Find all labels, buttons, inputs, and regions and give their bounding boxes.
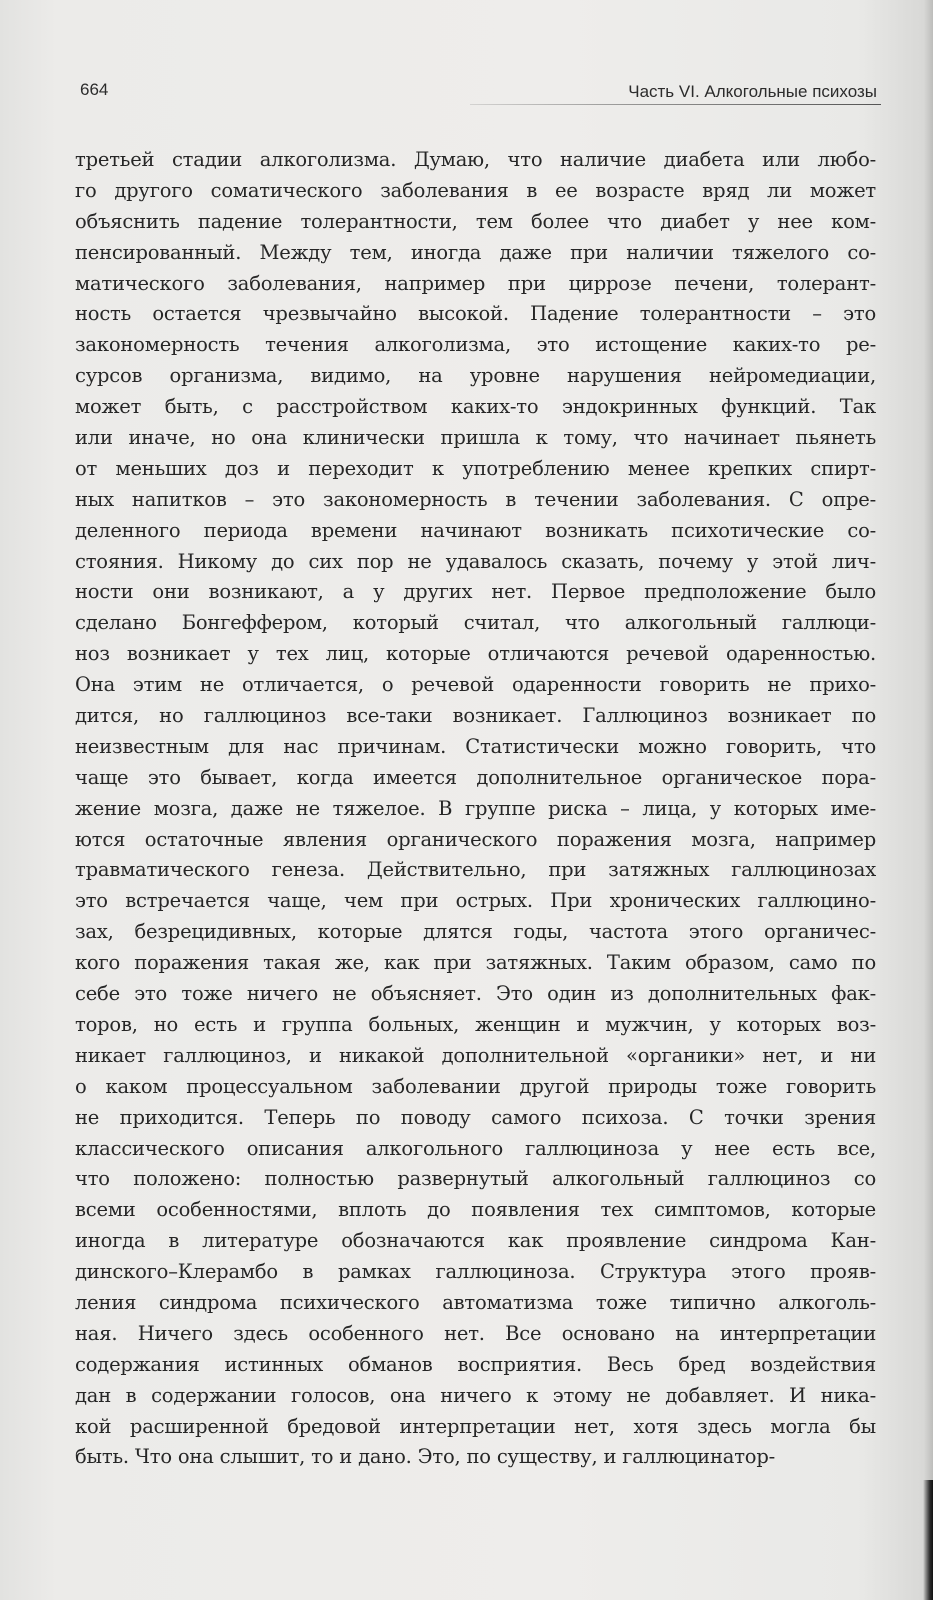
text-line: себе это тоже ничего не объясняет. Это один из дополнительных фак- xyxy=(75,982,876,1006)
text-line: жение мозга, даже не тяжелое. В группе риска – лица, у которых име- xyxy=(75,796,876,820)
text-line: ются остаточные явления органического поражения мозга, например xyxy=(75,827,876,851)
page-number: 664 xyxy=(80,80,109,99)
text-line: ления синдрома психического автоматизма тоже типично алкоголь- xyxy=(75,1290,876,1314)
running-header xyxy=(80,78,877,106)
header-rule xyxy=(470,104,881,105)
text-line: не приходится. Теперь по поводу самого психоза. С точки зрения xyxy=(75,1105,876,1129)
text-line: быть. Что она слышит, то и дано. Это, по существу, и галлюцинатор- xyxy=(75,1445,775,1469)
text-line: чаще это бывает, когда имеется дополнительное органическое пора- xyxy=(75,765,876,789)
text-line: дится, но галлюциноз все-таки возникает. Галлюциноз возникает по xyxy=(75,704,876,728)
text-line: стояния. Никому до сих пор не удавалось сказать, почему у этой лич- xyxy=(75,549,876,573)
text-line: Она этим не отличается, о речевой одаренности говорить не прихо- xyxy=(75,673,876,697)
text-line: это встречается чаще, чем при острых. При хронических галлюцино- xyxy=(75,889,876,913)
text-line: ность остается чрезвычайно высокой. Падение толерантности – это xyxy=(75,302,876,326)
text-line: всеми особенностями, вплоть до появления тех симптомов, которые xyxy=(75,1198,876,1222)
text-line: классического описания алкогольного галлюциноза у нее есть все, xyxy=(75,1136,876,1160)
text-line: или иначе, но она клинически пришла к тому, что начинает пьянеть xyxy=(75,426,876,450)
text-line: дан в содержании голосов, она ничего к этому не добавляет. И ника- xyxy=(75,1383,876,1407)
page-edge-shadow xyxy=(923,1480,933,1600)
text-line: что положено: полностью развернутый алкогольный галлюциноз со xyxy=(75,1167,876,1191)
text-line: никает галлюциноз, и никакой дополнительной «органики» нет, и ни xyxy=(75,1043,876,1067)
text-line: кого поражения такая же, как при затяжных. Таким образом, само по xyxy=(75,951,876,975)
text-line: содержания истинных обманов восприятия. Весь бред воздействия xyxy=(75,1352,876,1376)
text-line: ности они возникают, а у других нет. Первое предположение было xyxy=(75,580,876,604)
text-line: деленного периода времени начинают возникать психотические со- xyxy=(75,518,876,542)
text-line: сделано Бонгеффером, который считал, что алкогольный галлюци- xyxy=(75,611,876,635)
text-line: динского–Клерамбо в рамках галлюциноза. Структура этого прояв- xyxy=(75,1260,876,1284)
body-text xyxy=(75,145,876,1473)
text-line: сурсов организма, видимо, на уровне нарушения нейромедиации, xyxy=(75,364,876,388)
text-line: третьей стадии алкоголизма. Думаю, что наличие диабета или любо- xyxy=(75,148,876,171)
text-line: торов, но есть и группа больных, женщин и мужчин, у которых воз- xyxy=(75,1012,876,1036)
text-line: может быть, с расстройством каких-то эндокринных функций. Так xyxy=(75,395,876,419)
text-line: иногда в литературе обозначаются как проявление синдрома Кан- xyxy=(75,1229,876,1253)
text-line: объяснить падение толерантности, тем более что диабет у нее ком- xyxy=(75,209,876,233)
text-line: ноз возникает у тех лиц, которые отличаются речевой одаренностью. xyxy=(75,642,876,666)
text-line: закономерность течения алкоголизма, это истощение каких-то ре- xyxy=(75,333,876,357)
text-line: неизвестным для нас причинам. Статистически можно говорить, что xyxy=(75,734,876,758)
text-line: пенсированный. Между тем, иногда даже при наличии тяжелого со- xyxy=(75,240,876,264)
text-line: ных напитков – это закономерность в течении заболевания. С опре- xyxy=(75,487,876,511)
text-line: кой расширенной бредовой интерпретации нет, хотя здесь могла бы xyxy=(75,1414,876,1438)
text-line: ная. Ничего здесь особенного нет. Все основано на интерпретации xyxy=(75,1321,876,1345)
text-line: о каком процессуальном заболевании другой природы тоже говорить xyxy=(75,1074,876,1098)
text-line: матического заболевания, например при циррозе печени, толерант- xyxy=(75,271,876,295)
text-line: травматического генеза. Действительно, при затяжных галлюцинозах xyxy=(75,858,876,882)
section-title: Часть VI. Алкогольные психозы xyxy=(628,82,877,101)
text-line: го другого соматического заболевания в ее возрасте вряд ли может xyxy=(75,178,876,202)
text-line: от меньших доз и переходит к употреблению менее крепких спирт- xyxy=(75,456,876,480)
text-line: зах, безрецидивных, которые длятся годы, частота этого органичес- xyxy=(75,920,876,944)
